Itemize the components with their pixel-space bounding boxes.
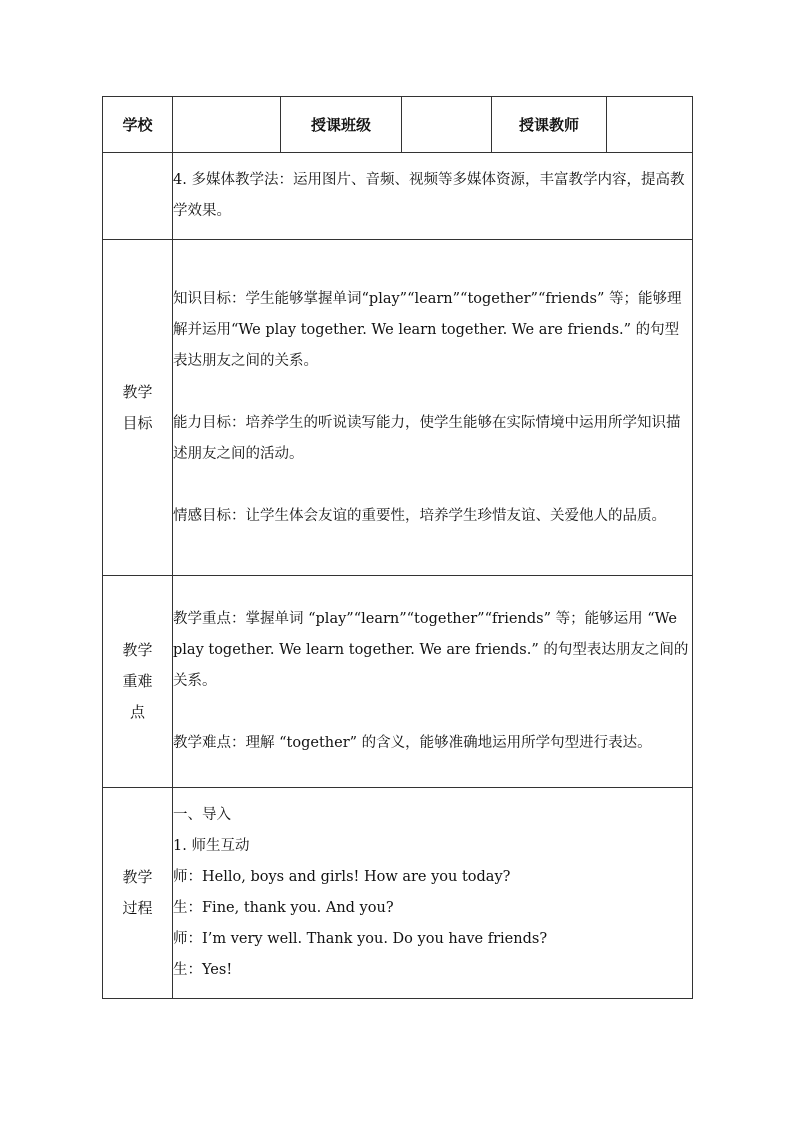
ability-objective: 能力目标：培养学生的听说读写能力，使学生能够在实际情境中运用所学知识描述朋友之间的活动。: [173, 414, 681, 462]
process-row: [103, 788, 693, 999]
objectives-label: [103, 240, 173, 576]
key-points-label: [103, 576, 173, 788]
objectives-label-line1: 教学: [122, 382, 153, 401]
teacher-label: 授课教师: [492, 97, 607, 153]
key-points-cell: [173, 576, 693, 788]
process-line: 1. 师生互动: [173, 838, 250, 854]
objectives-label-line2: 目标: [122, 413, 153, 432]
process-label-line2: 过程: [122, 899, 153, 917]
process-line: 师：Hello, boys and girls! How are you today?: [173, 869, 511, 885]
teaching-difficult-point: 教学难点：理解 “together” 的含义，能够准确地运用所学句型进行表达。: [173, 735, 652, 751]
objectives-row: [103, 240, 693, 576]
key-points-label-line3: 点: [129, 703, 145, 721]
key-points-row: [103, 576, 693, 788]
methods-row: [103, 153, 693, 240]
process-cell: [173, 788, 693, 999]
key-points-label-line2: 重难: [122, 672, 153, 690]
teaching-key-point: 教学重点：掌握单词 “play”“learn”“together”“friends” 等；能够运用 “We play together. We learn together. We are friends.” 的句型表达朋友之间的关系。: [173, 611, 689, 689]
header-row: [103, 97, 693, 153]
school-label: 学校: [103, 97, 173, 153]
process-line: 生：Fine, thank you. And you?: [173, 900, 394, 916]
school-value: [173, 97, 281, 153]
class-label: 授课班级: [281, 97, 402, 153]
emotion-objective: 情感目标：让学生体会友谊的重要性，培养学生珍惜友谊、关爱他人的品质。: [173, 507, 666, 524]
process-label-line1: 教学: [122, 868, 153, 886]
class-value: [402, 97, 492, 153]
key-points-label-line1: 教学: [122, 641, 153, 659]
process-line: 生：Yes!: [173, 962, 233, 978]
objectives-cell: [173, 240, 693, 576]
process-label: [103, 788, 173, 999]
lesson-plan-table: [102, 96, 693, 999]
methods-text: 4. 多媒体教学法：运用图片、音频、视频等多媒体资源，丰富教学内容，提高教学效果。: [173, 172, 685, 219]
teacher-value: [607, 97, 693, 153]
process-line: 一、导入: [173, 807, 231, 823]
methods-cell: [173, 153, 693, 240]
knowledge-objective: 知识目标：学生能够掌握单词“play”“learn”“together”“friends” 等；能够理解并运用“We play together. We learn together. We are friends.” 的句型表达朋友之间的关系。: [173, 290, 682, 369]
methods-label: [103, 153, 173, 240]
process-line: 师：I’m very well. Thank you. Do you have friends?: [173, 931, 548, 947]
